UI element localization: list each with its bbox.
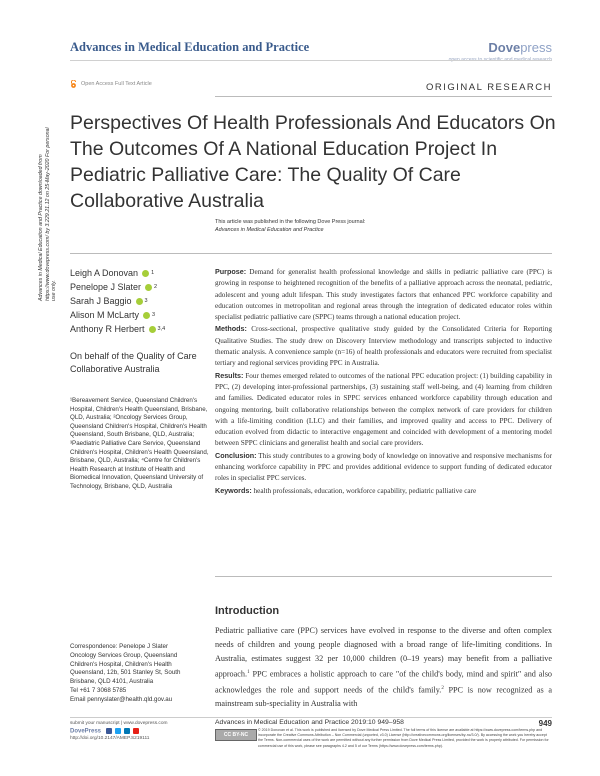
abstract-text: This study contributes to a growing body of knowledge on innovative and responsive mechanisms for enhancing workforce capability in PPC and provides additional evidence to support funding of dedicated educator roles in specialist PPC services. xyxy=(215,451,552,483)
publication-note xyxy=(215,218,365,234)
intro-text: Pediatric palliative care (PPC) services have evolved in response to the diverse and often complex needs of children and young people diagnosed with a broad range of life-limiting conditions. In Australia, estimates suggest 32 per 10,000 children (0–19 years) may benefit from a palliative approach. xyxy=(215,626,552,679)
citation-link[interactable]: 2 xyxy=(441,685,444,691)
article-title: Perspectives Of Health Professionals And Educators On The Outcomes Of A National Education Project In Pediatric Palliative Care: The Quality Of Care Collaborative Australia xyxy=(70,112,556,213)
author-item xyxy=(70,294,165,308)
correspondence-line: Queensland, 12b, 501 Stanley St, South xyxy=(70,669,181,677)
abstract-divider xyxy=(215,576,552,577)
footer-left xyxy=(70,720,215,743)
affiliations: ¹Bereavement Service, Queensland Children's Hospital, Children's Health Queensland, Brisbane, QLD, Australia; ²Oncology Services Group, Queensland Children's Hospital, Children's Health Queensland, South Brisbane, QLD, Australia; ³Paediatric Palliative Care Service, Queensland Children's Hospital, Children's Health Queensland, Brisbane, QLD, Australia; ⁴Centre for Children's Health Research at Institute of Health and Biomedical Innovation, Queensland University of Technology, Brisbane, QLD, Australia xyxy=(70,397,209,490)
author-item xyxy=(70,266,165,280)
open-access-badge xyxy=(70,80,152,88)
abstract-text: Four themes emerged related to outcomes of the national PPC education project: (1) building capability in PPC, (2) developing inter-professional partnerships, (3) sustaining staff well-being, and (4) learning from children and families. Dedicated educator roles in SPPC services enhanced workforce capability through education and ongoing mentoring, built collaborative relationships between the complex network of care providers for children with a life-limiting condition (LLC) and their families, and improved quality and access to PPC. Delivery of education evolved from didactic to interactive engagement and coincided with development of a mentoring model between SPPC clinicians and generalist health and social care providers. xyxy=(215,371,552,448)
journal-name: Advances in Medical Education and Practice xyxy=(70,40,310,54)
abstract-results xyxy=(215,370,552,450)
correspondence-block xyxy=(70,643,215,705)
abstract-label: Purpose: xyxy=(215,267,247,276)
doi-link[interactable]: http://doi.org/10.2147/AMEP.S219111 xyxy=(70,736,150,742)
abstract-text: health professionals, education, workforce capability, pediatric palliative care xyxy=(251,486,477,495)
author-name: Sarah J Baggio xyxy=(70,296,132,306)
abstract-label: Results: xyxy=(215,370,244,380)
abstract xyxy=(215,266,552,497)
open-access-label: Open Access Full Text Article xyxy=(81,81,152,87)
correspondence-line: Correspondence: Penelope J Slater xyxy=(70,643,169,650)
correspondence-line: Children's Hospital, Children's Health xyxy=(70,660,172,668)
author-affiliation: 2 xyxy=(154,284,158,290)
abstract-methods xyxy=(215,323,552,369)
orcid-icon[interactable] xyxy=(149,326,156,333)
author-name: Penelope J Slater xyxy=(70,282,142,292)
author-affiliation: 1 xyxy=(151,270,155,276)
author-affiliation: 3,4 xyxy=(157,326,166,332)
correspondence-email[interactable]: Email pennyslater@health.qld.gov.au xyxy=(70,695,173,703)
correspondence-line: Tel +61 7 3068 5785 xyxy=(70,686,127,694)
intro-text: PPC is now recognized as a mainstream sub-speciality in Australia with xyxy=(215,685,552,709)
footer-journal-citation: Advances in Medical Education and Practice 2019:10 949–958 xyxy=(215,719,404,726)
cc-license-icon[interactable] xyxy=(215,729,257,741)
abstract-label: Keywords: xyxy=(215,485,252,495)
abstract-purpose xyxy=(215,266,552,323)
orcid-icon[interactable] xyxy=(136,298,143,305)
author-affiliation: 3 xyxy=(144,298,148,304)
header-divider xyxy=(70,60,552,61)
intro-text: PPC embraces a holistic approach to care "of the child's body, mind and spirit" and also acknowledges the role and support needs of the child's family. xyxy=(215,669,552,695)
author-item xyxy=(70,322,165,336)
publisher-brand-bold: Dove xyxy=(488,40,521,55)
introduction-heading: Introduction xyxy=(215,605,280,617)
publication-note-journal: Advances in Medical Education and Practice xyxy=(215,227,324,233)
on-behalf-of: On behalf of the Quality of Care Collaborative Australia xyxy=(70,351,197,374)
license-text: © 2019 Donovan et al. This work is published and licensed by Dove Medical Press Limited. The full terms of this license are available at https://www.dovepress.com/terms.php and incorporate the Creative Commons Attribution – Non Commercial (unported, v3.0) License (http://creativecommons.org/licenses/by-nc/3.0/). By accessing the work you hereby accept the Terms. Non-commercial uses of the work are permitted without any further permission from Dove Medical Press Limited, provided the work is properly attributed. For permission for commercial use of this work, please see paragraphs 4.2 and 5 of our Terms (https://www.dovepress.com/terms.php). xyxy=(258,728,549,748)
abstract-text: Demand for generalist health professional knowledge and skills in pediatric palliative care (PPC) is growing in response to heightened recognition of the benefits of a palliative approach across the neonatal, pediatric, adolescent and young adult lifespan. This study investigates factors that enhanced PPC workforce capability and education outcomes in metropolitan and regional areas through the integration of dedicated educator roles within specialist pediatric palliative care (SPPC) teams through a national education project. xyxy=(215,268,552,322)
social-icons xyxy=(106,728,139,734)
publication-note-line1: This article was published in the following Dove Press journal: xyxy=(215,219,366,225)
submit-link[interactable]: submit your manuscript | www.dovepress.com xyxy=(70,721,168,726)
abstract-label: Methods: xyxy=(215,324,247,334)
dovepress-footer-logo[interactable]: DovePress xyxy=(70,727,102,734)
author-item xyxy=(70,308,165,322)
introduction-body xyxy=(215,624,552,711)
author-name: Leigh A Donovan xyxy=(70,268,139,278)
orcid-icon[interactable] xyxy=(145,284,152,291)
publisher-brand-rest: press xyxy=(520,40,552,55)
twitter-icon[interactable] xyxy=(115,728,121,734)
abstract-conclusion xyxy=(215,450,552,485)
orcid-icon[interactable] xyxy=(142,270,149,277)
correspondence-line: Brisbane, QLD 4101, Australia xyxy=(70,678,154,686)
author-affiliation: 3 xyxy=(152,312,156,318)
citation-link[interactable]: 1 xyxy=(247,670,250,675)
author-name: Anthony R Herbert xyxy=(70,324,145,334)
youtube-icon[interactable] xyxy=(133,728,139,734)
authors-divider xyxy=(70,253,552,254)
linkedin-icon[interactable] xyxy=(124,728,130,734)
abstract-text: Cross-sectional, prospective qualitative study guided by the Consolidated Criteria for Reporting Qualitative Studies. The study drew on Discovery Interview methodology and transcripts subjected to inductive thematic analysis. A convenience sample (n=16) of health professionals and educators were recruited from specialist tertiary and regional services providing PPC in Australia. xyxy=(215,325,552,368)
orcid-icon[interactable] xyxy=(143,312,150,319)
page-number: 949 xyxy=(538,719,552,728)
facebook-icon[interactable] xyxy=(106,728,112,734)
open-lock-icon xyxy=(70,80,77,88)
article-type: ORIGINAL RESEARCH xyxy=(426,82,552,93)
correspondence-line: Oncology Services Group, Queensland xyxy=(70,651,178,659)
author-item xyxy=(70,280,165,294)
author-name: Alison M McLarty xyxy=(70,310,140,320)
download-sidenote-text: Advances in Medical Education and Practice downloaded from https://www.dovepress.com/ by 3.229.21.12 on 25-May-2020 For personal use only. xyxy=(38,127,57,301)
title-divider xyxy=(215,96,552,97)
cc-license-label: CC BY-NC xyxy=(223,732,249,738)
footer-divider xyxy=(70,717,552,718)
download-sidenote xyxy=(28,126,57,326)
author-list xyxy=(70,266,165,336)
abstract-keywords xyxy=(215,485,552,497)
abstract-label: Conclusion: xyxy=(215,450,257,460)
